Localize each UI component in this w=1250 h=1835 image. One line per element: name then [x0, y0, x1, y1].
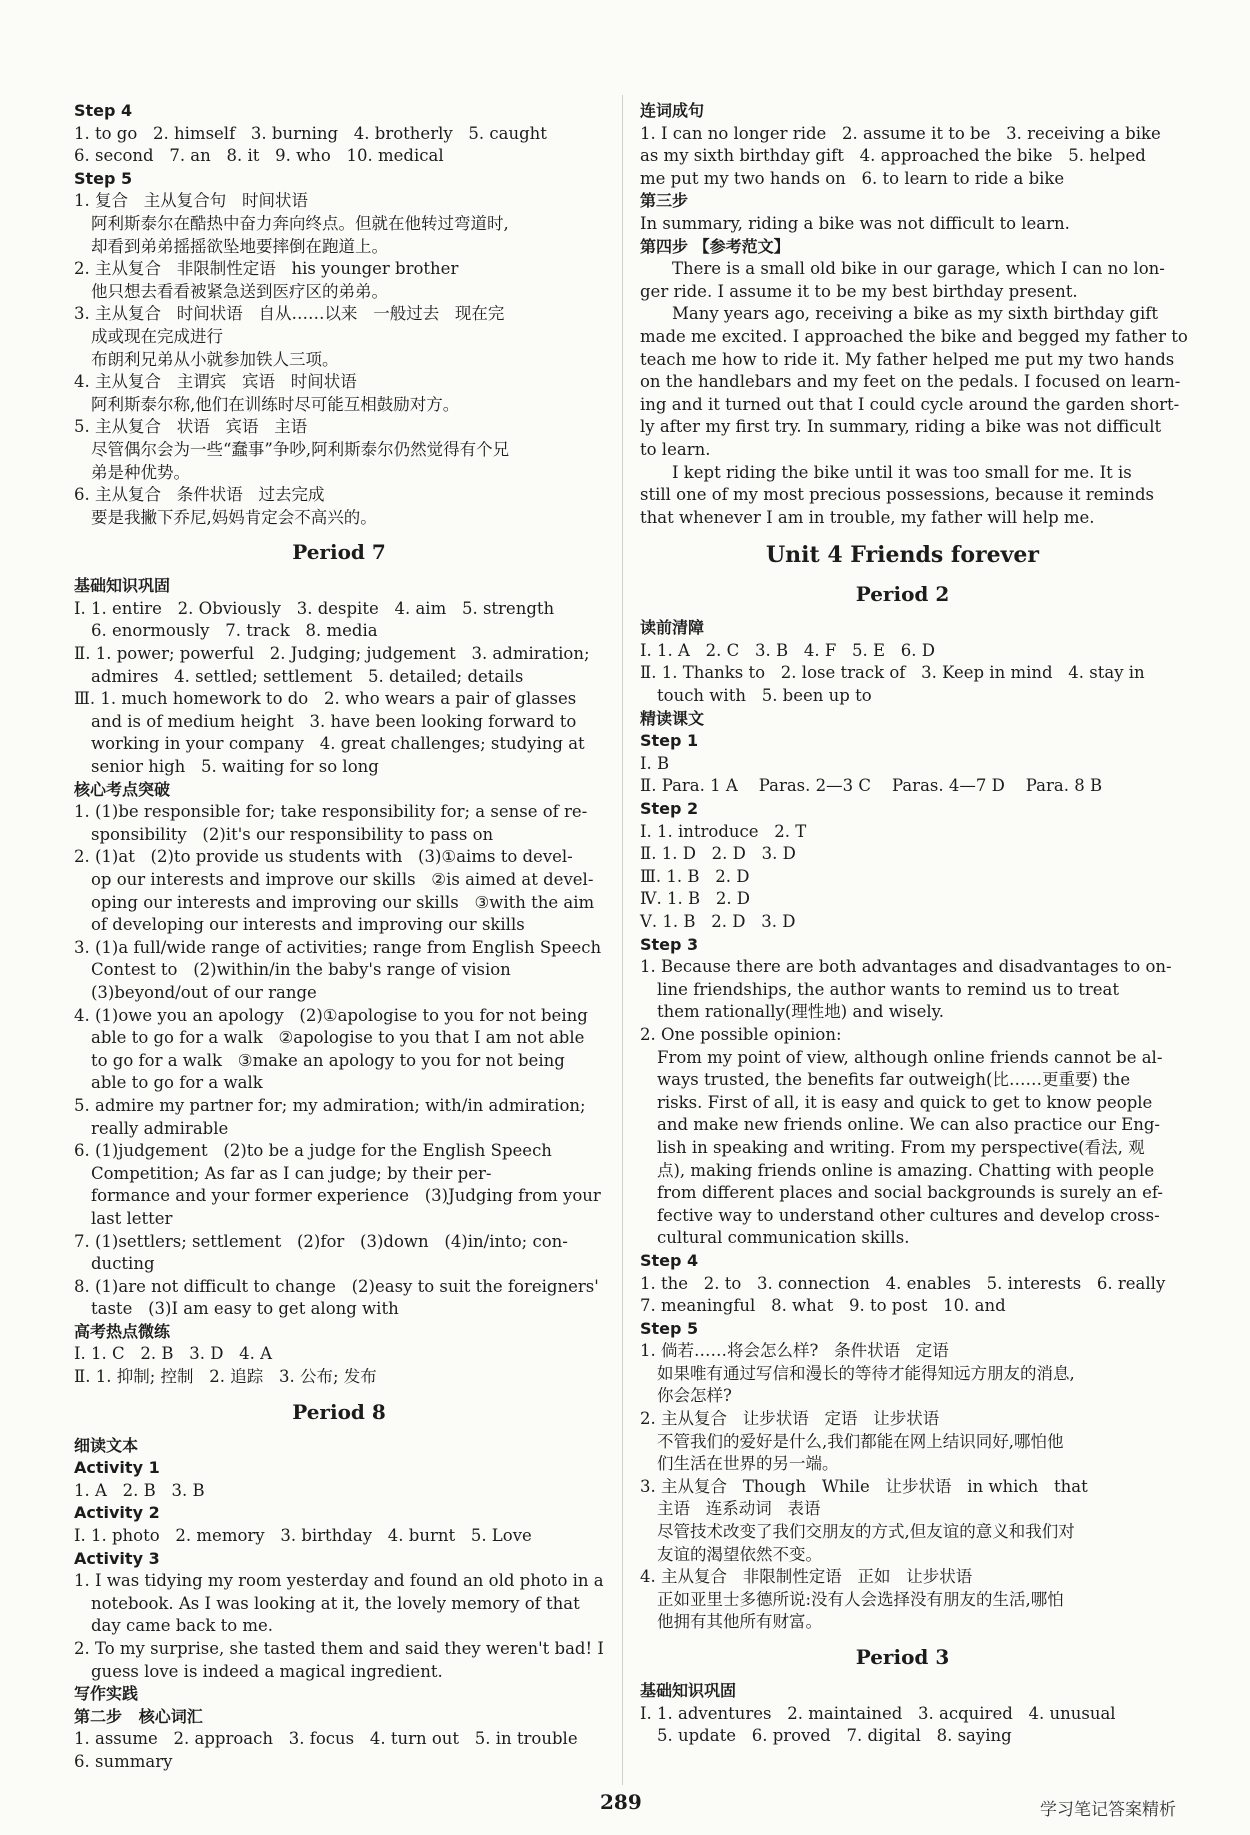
- answer-line-indented: 5. update 6. proved 7. digital 8. saying: [657, 1726, 1012, 1746]
- answer-line-indented: and is of medium height 3. have been looking forward to: [91, 711, 577, 731]
- section-heading: 第三步: [640, 191, 689, 211]
- answer-line: 3. (1)a full/wide range of activities; range from English Speech: [74, 937, 602, 957]
- answer-line: 1. A 2. B 3. B: [74, 1480, 205, 1500]
- answer-line-indented: formance and your former experience (3)Judging from your: [91, 1186, 601, 1206]
- answer-line: Ⅰ. 1. photo 2. memory 3. birthday 4. burnt 5. Love: [74, 1526, 532, 1546]
- essay-paragraph-start: Many years ago, receiving a bike as my sixth birthday gift: [672, 304, 1159, 324]
- answer-line-indented: from different places and social backgrounds is surely an ef-: [657, 1183, 1163, 1203]
- answer-line: 7. (1)settlers; settlement (2)for (3)down (4)in/into; con-: [74, 1231, 568, 1251]
- answer-line-indented: 如果唯有通过写信和漫长的等待才能得知远方朋友的消息,: [657, 1363, 1075, 1383]
- answer-line: 4. (1)owe you an apology (2)①apologise to you for not being: [74, 1005, 588, 1025]
- answer-line-indented: Competition; As far as I can judge; by their per-: [91, 1163, 492, 1183]
- answer-line: ly after my first try. In summary, riding a bike was not difficult: [640, 417, 1162, 437]
- answer-line-indented: lish in speaking and writing. From my perspective(看法, 观: [657, 1137, 1145, 1157]
- unit-title: Unit 4 Friends forever: [765, 542, 1040, 569]
- section-heading: 第四步 【参考范文】: [640, 236, 790, 256]
- answer-line-indented: 6. enormously 7. track 8. media: [91, 621, 378, 641]
- section-heading: Activity 1: [74, 1458, 160, 1478]
- section-heading: Step 5: [640, 1318, 699, 1338]
- answer-line: 8. (1)are not difficult to change (2)easy to suit the foreigners': [74, 1276, 599, 1296]
- answer-line-indented: of developing our interests and improving our skills: [91, 915, 525, 935]
- answer-line: Ⅱ. 1. power; powerful 2. Judging; judgement 3. admiration;: [74, 644, 590, 664]
- answer-line-indented: ducting: [91, 1254, 155, 1274]
- period-title: Period 7: [292, 540, 386, 565]
- section-heading: Activity 3: [74, 1548, 160, 1568]
- answer-line: 2. (1)at (2)to provide us students with (3)①aims to devel-: [74, 847, 573, 867]
- answer-line-indented: 正如亚里士多德所说:没有人会选择没有朋友的生活,哪怕: [657, 1589, 1064, 1609]
- answer-line: Ⅰ. 1. entire 2. Obviously 3. despite 4. aim 5. strength: [74, 598, 555, 618]
- answer-line: 7. meaningful 8. what 9. to post 10. and: [640, 1296, 1006, 1316]
- answer-line-indented: day came back to me.: [91, 1616, 274, 1636]
- answer-line: 1. 复合 主从复合句 时间状语: [74, 191, 308, 211]
- period-title: Period 2: [855, 582, 950, 607]
- section-heading: 基础知识巩固: [640, 1681, 737, 1700]
- answer-line-indented: line friendships, the author wants to remind us to treat: [657, 979, 1120, 999]
- answer-line: 5. 主从复合 状语 宾语 主语: [74, 417, 308, 437]
- section-heading: Step 5: [74, 168, 133, 188]
- section-heading: Step 2: [640, 799, 699, 819]
- answer-line-indented: really admirable: [91, 1118, 229, 1138]
- section-heading: Step 3: [640, 934, 699, 954]
- answer-line: 1. (1)be responsible for; take responsibility for; a sense of re-: [74, 802, 588, 822]
- answer-line-indented: 你会怎样?: [657, 1386, 732, 1406]
- section-heading: 第二步 核心词汇: [74, 1706, 203, 1726]
- answer-line-indented: cultural communication skills.: [657, 1228, 910, 1248]
- answer-line: ger ride. I assume it to be my best birthday present.: [640, 281, 1078, 301]
- answer-line-indented: 弟是种优势。: [91, 462, 190, 482]
- answer-line-indented: them rationally(理性地) and wisely.: [657, 1002, 944, 1022]
- right-column: [640, 100, 1188, 1748]
- answer-line-indented: to go for a walk ③make an apology to you for not being: [91, 1050, 565, 1070]
- answer-line-indented: 阿利斯泰尔在酷热中奋力奔向终点。但就在他转过弯道时,: [91, 213, 509, 233]
- answer-line: 4. 主从复合 非限制性定语 正如 让步状语: [640, 1567, 973, 1587]
- answer-line: 6. second 7. an 8. it 9. who 10. medical: [74, 146, 444, 166]
- answer-line-indented: able to go for a walk: [91, 1073, 263, 1093]
- answer-line-indented: 他拥有其他所有财富。: [657, 1612, 822, 1632]
- answer-line: 2. 主从复合 非限制性定语 his younger brother: [74, 259, 459, 279]
- answer-line: made me excited. I approached the bike and begged my father to: [640, 326, 1188, 346]
- answer-line-indented: 布朗利兄弟从小就参加铁人三项。: [91, 349, 339, 369]
- answer-line: Ⅰ. 1. adventures 2. maintained 3. acquired 4. unusual: [640, 1703, 1116, 1723]
- essay-paragraph-start: There is a small old bike in our garage, which I can no lon-: [672, 259, 1165, 279]
- answer-line: 2. 主从复合 让步状语 定语 让步状语: [640, 1409, 940, 1429]
- section-heading: 读前清障: [640, 618, 705, 638]
- answer-line: Ⅱ. 1. D 2. D 3. D: [640, 844, 796, 864]
- answer-line: 2. One possible opinion:: [640, 1024, 842, 1044]
- answer-line-indented: 却看到弟弟摇摇欲坠地要摔倒在跑道上。: [91, 236, 388, 256]
- answer-line-indented: op our interests and improve our skills ②is aimed at devel-: [91, 870, 594, 889]
- answer-line: 5. admire my partner for; my admiration; with/in admiration;: [74, 1095, 586, 1115]
- section-heading: Step 4: [640, 1250, 699, 1270]
- answer-line-indented: touch with 5. been up to: [657, 686, 872, 706]
- answer-line-indented: admires 4. settled; settlement 5. detailed; details: [91, 666, 524, 686]
- section-heading: 细读文本: [74, 1435, 139, 1455]
- book-section-title: 学习笔记答案精析: [1040, 1800, 1176, 1820]
- answer-line: Ⅲ. 1. much homework to do 2. who wears a pair of glasses: [74, 689, 577, 709]
- answer-line: still one of my most precious possessions, because it reminds: [640, 485, 1154, 505]
- answer-line-indented: fective way to understand other cultures and develop cross-: [657, 1205, 1160, 1225]
- answer-line-indented: able to go for a walk ②apologise to you that I am not able: [91, 1028, 585, 1048]
- answer-line-indented: 主语 连系动词 表语: [657, 1499, 821, 1519]
- answer-line: Ⅱ. 1. Thanks to 2. lose track of 3. Keep in mind 4. stay in: [640, 663, 1145, 683]
- answer-line: 6. 主从复合 条件状语 过去完成: [74, 485, 325, 505]
- answer-line: 1. 倘若……将会怎么样? 条件状语 定语: [640, 1341, 949, 1361]
- answer-line: to learn.: [640, 439, 711, 459]
- answer-line: 1. the 2. to 3. connection 4. enables 5. interests 6. really: [640, 1273, 1166, 1293]
- answer-line-indented: 成或现在完成进行: [91, 326, 223, 346]
- answer-line: that whenever I am in trouble, my father will help me.: [640, 507, 1095, 527]
- answer-line: 1. I can no longer ride 2. assume it to be 3. receiving a bike: [640, 123, 1161, 143]
- section-heading: 精读课文: [640, 708, 705, 728]
- section-heading: 连词成句: [640, 101, 705, 120]
- period-title: Period 3: [855, 1645, 950, 1669]
- answer-line: 1. to go 2. himself 3. burning 4. brotherly 5. caught: [74, 123, 547, 143]
- answer-line: 1. I was tidying my room yesterday and found an old photo in a: [74, 1571, 604, 1591]
- answer-line-indented: 友谊的渴望依然不变。: [657, 1544, 822, 1564]
- answer-line: 1. assume 2. approach 3. focus 4. turn out 5. in trouble: [74, 1729, 578, 1749]
- answer-line: Ⅱ. 1. 抑制; 控制 2. 追踪 3. 公布; 发布: [74, 1367, 377, 1387]
- answer-line-indented: working in your company 4. great challenges; studying at: [91, 734, 585, 754]
- answer-line: teach me how to ride it. My father helped me put my two hands: [640, 349, 1175, 369]
- answer-line-indented: 阿利斯泰尔称,他们在训练时尽可能互相鼓励对方。: [91, 394, 460, 414]
- column-divider: [622, 95, 623, 1785]
- answer-line-indented: Contest to (2)within/in the baby's range of vision: [91, 960, 511, 980]
- answer-line: 6. summary: [74, 1751, 173, 1771]
- answer-line-indented: sponsibility (2)it's our responsibility to pass on: [91, 824, 494, 844]
- answer-line: 3. 主从复合 Though While 让步状语 in which that: [640, 1476, 1088, 1496]
- section-heading: 核心考点突破: [74, 779, 171, 799]
- answer-line-indented: senior high 5. waiting for so long: [91, 757, 379, 777]
- page-number: 289: [600, 1790, 642, 1814]
- answer-line: 2. To my surprise, she tasted them and said they weren't bad! I: [74, 1639, 604, 1658]
- left-column: [74, 100, 604, 1774]
- section-heading: 基础知识巩固: [74, 576, 171, 596]
- section-heading: Step 4: [74, 101, 133, 120]
- answer-line-indented: last letter: [91, 1208, 173, 1228]
- answer-line-indented: 尽管偶尔会为一些“蠢事”争吵,阿利斯泰尔仍然觉得有个兄: [91, 439, 510, 459]
- answer-line: 3. 主从复合 时间状语 自从……以来 一般过去 现在完: [74, 304, 505, 324]
- answer-line: Ⅰ. 1. introduce 2. T: [640, 821, 807, 841]
- answer-line-indented: 要是我撇下乔尼,妈妈肯定会不高兴的。: [91, 507, 377, 527]
- answer-line: 4. 主从复合 主谓宾 宾语 时间状语: [74, 372, 357, 392]
- answer-line-indented: risks. First of all, it is easy and quick to get to know people: [657, 1092, 1153, 1112]
- answer-line: Ⅰ. 1. C 2. B 3. D 4. A: [74, 1344, 273, 1364]
- period-title: Period 8: [292, 1399, 386, 1424]
- answer-line: Ⅲ. 1. B 2. D: [640, 866, 750, 886]
- answer-line-indented: oping our interests and improving our skills ③with the aim: [91, 892, 595, 912]
- section-heading: Activity 2: [74, 1503, 160, 1523]
- answer-line: Ⅱ. Para. 1 A Paras. 2—3 C Paras. 4—7 D Para. 8 B: [640, 776, 1103, 796]
- answer-line-indented: and make new friends online. We can also practice our Eng-: [657, 1115, 1160, 1135]
- answer-line-indented: ways trusted, the benefits far outweigh(比……更重要) the: [657, 1070, 1131, 1090]
- answer-line-indented: notebook. As I was looking at it, the lovely memory of that: [91, 1593, 580, 1613]
- answer-line-indented: From my point of view, although online friends cannot be al-: [657, 1047, 1163, 1067]
- answer-line-indented: 们生活在世界的另一端。: [657, 1454, 839, 1474]
- answer-line: Ⅰ. 1. A 2. C 3. B 4. F 5. E 6. D: [640, 640, 935, 660]
- answer-line-indented: (3)beyond/out of our range: [91, 982, 317, 1002]
- section-heading: Step 1: [640, 731, 699, 751]
- answer-line: Ⅰ. B: [640, 753, 670, 773]
- answer-line-indented: 点), making friends online is amazing. Chatting with people: [657, 1160, 1155, 1180]
- section-heading: 高考热点微练: [74, 1321, 171, 1341]
- answer-line: 6. (1)judgement (2)to be a judge for the English Speech: [74, 1141, 552, 1161]
- answer-line: In summary, riding a bike was not difficult to learn.: [640, 213, 1070, 233]
- answer-line: as my sixth birthday gift 4. approached the bike 5. helped: [640, 146, 1146, 166]
- answer-line: on the handlebars and my feet on the pedals. I focused on learn-: [640, 372, 1181, 392]
- section-heading: 写作实践: [74, 1684, 139, 1704]
- answer-line: Ⅳ. 1. B 2. D: [640, 889, 751, 909]
- answer-line-indented: taste (3)I am easy to get along with: [91, 1299, 399, 1319]
- essay-paragraph-start: I kept riding the bike until it was too small for me. It is: [672, 462, 1132, 482]
- answer-line: ing and it turned out that I could cycle around the garden short-: [640, 394, 1180, 414]
- answer-line-indented: 不管我们的爱好是什么,我们都能在网上结识同好,哪怕他: [657, 1431, 1064, 1451]
- answer-line-indented: guess love is indeed a magical ingredient.: [91, 1661, 443, 1681]
- answer-line-indented: 尽管技术改变了我们交朋友的方式,但友谊的意义和我们对: [657, 1522, 1075, 1542]
- answer-line: Ⅴ. 1. B 2. D 3. D: [640, 912, 796, 931]
- answer-line: 1. Because there are both advantages and disadvantages to on-: [640, 957, 1172, 977]
- answer-line: me put my two hands on 6. to learn to ride a bike: [640, 168, 1065, 188]
- answer-line-indented: 他只想去看看被紧急送到医疗区的弟弟。: [91, 281, 388, 301]
